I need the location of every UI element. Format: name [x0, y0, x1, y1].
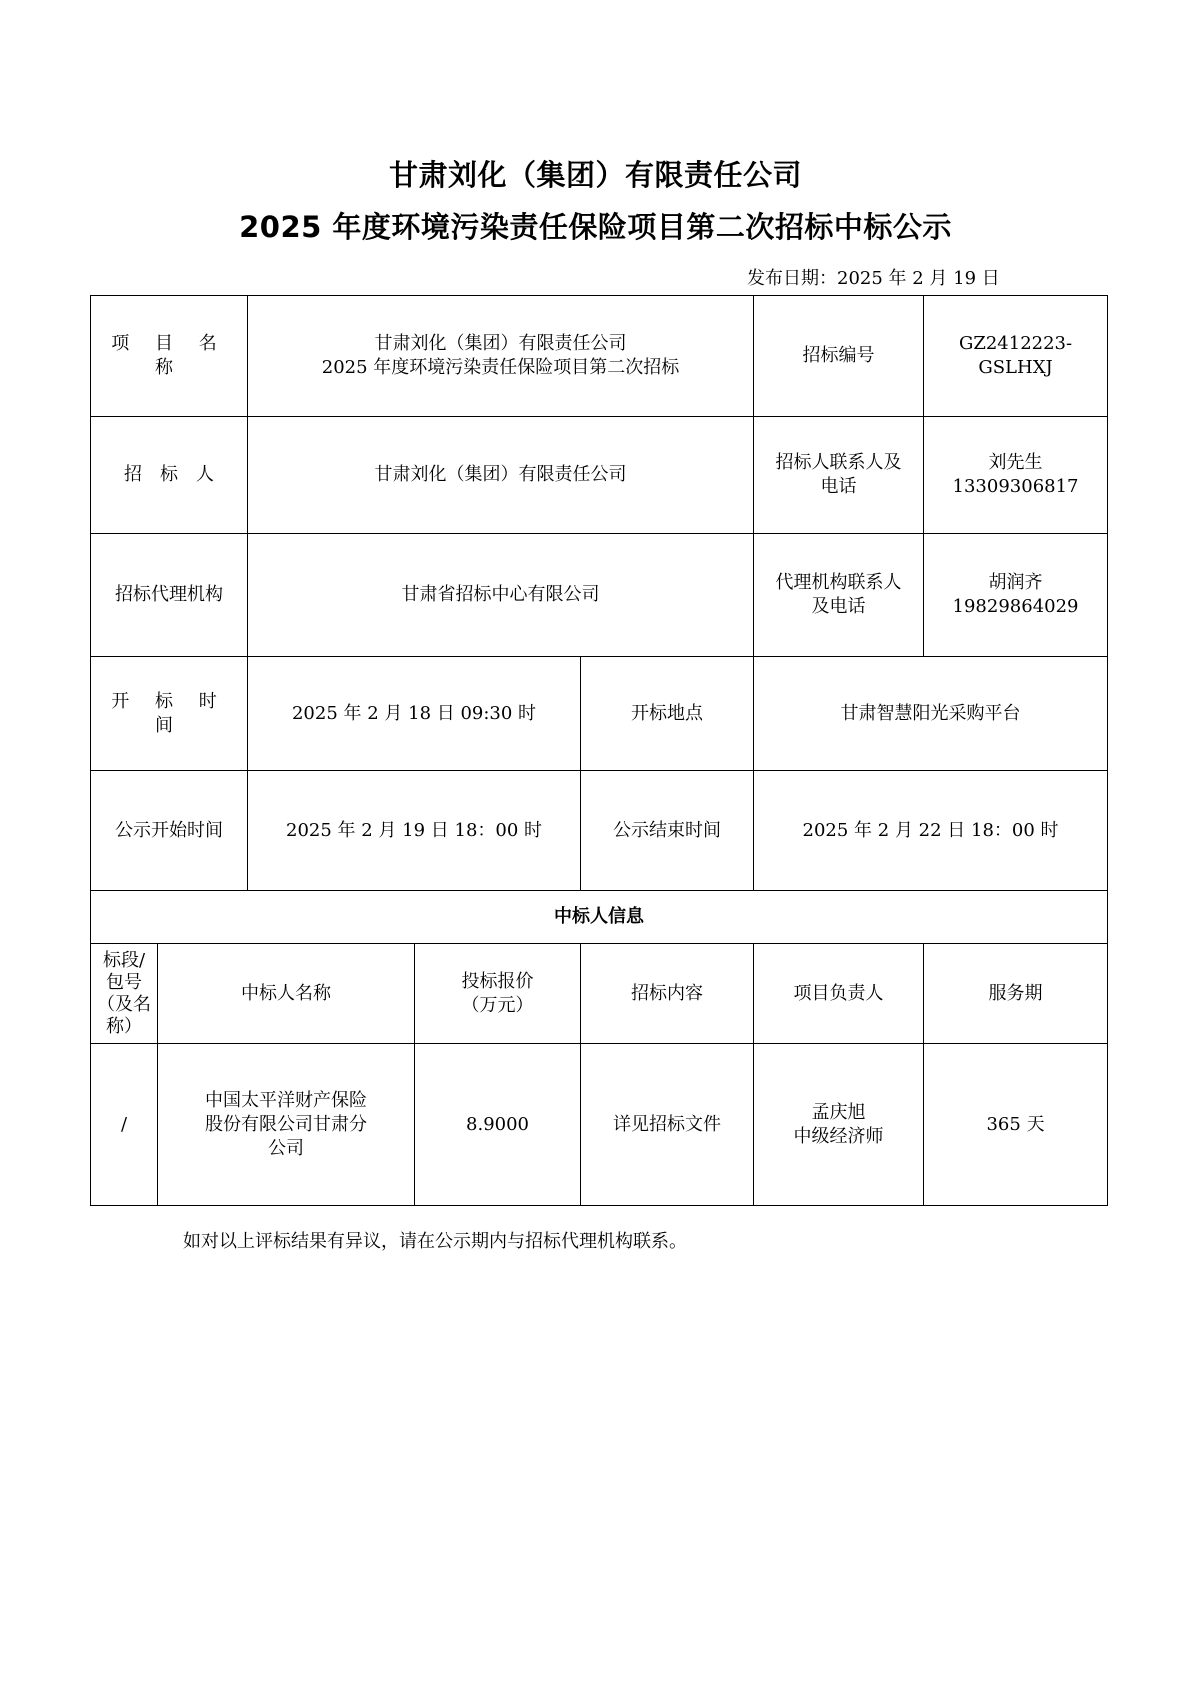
row-winner-headers: [91, 944, 1108, 1044]
bid-result-table: [90, 295, 1108, 1206]
winner-price: 8.9000: [415, 1044, 581, 1206]
row-winner-section: [91, 891, 1108, 944]
header-bid-price: 投标报价 （万元）: [415, 944, 581, 1044]
row-tenderer: [91, 417, 1108, 534]
publish-date: 发布日期：2025 年 2 月 19 日: [747, 268, 1000, 289]
open-place-value: 甘肃智慧阳光采购平台: [754, 657, 1108, 771]
agency-label: 招标代理机构: [91, 534, 248, 657]
header-project-manager: 项目负责人: [754, 944, 924, 1044]
notice-start-value: 2025 年 2 月 19 日 18：00 时: [248, 771, 581, 891]
project-name-label: 项 目 名 称: [91, 296, 248, 417]
agency-value: 甘肃省招标中心有限公司: [248, 534, 754, 657]
header-service-period: 服务期: [924, 944, 1108, 1044]
row-project-name: [91, 296, 1108, 417]
winner-manager: 孟庆旭 中级经济师: [754, 1044, 924, 1206]
header-winner-name: 中标人名称: [158, 944, 415, 1044]
agency-contact-label: 代理机构联系人 及电话: [754, 534, 924, 657]
document-title-line1: 甘肃刘化（集团）有限责任公司: [388, 158, 802, 192]
agency-contact-value: 胡润齐 19829864029: [924, 534, 1108, 657]
row-winner: [91, 1044, 1108, 1206]
notice-end-label: 公示结束时间: [581, 771, 754, 891]
row-notice-period: [91, 771, 1108, 891]
winner-section-title: 中标人信息: [91, 891, 1108, 944]
project-name-value: 甘肃刘化（集团）有限责任公司 2025 年度环境污染责任保险项目第二次招标: [248, 296, 754, 417]
bid-number-label: 招标编号: [754, 296, 924, 417]
open-time-value: 2025 年 2 月 18 日 09:30 时: [248, 657, 581, 771]
winner-content: 详见招标文件: [581, 1044, 754, 1206]
notice-start-label: 公示开始时间: [91, 771, 248, 891]
header-lot: 标段/ 包号 （及名 称）: [91, 944, 158, 1044]
bid-number-value: GZ2412223-GSLHXJ: [924, 296, 1108, 417]
open-time-label: 开 标 时 间: [91, 657, 248, 771]
tenderer-value: 甘肃刘化（集团）有限责任公司: [248, 417, 754, 534]
tenderer-label: 招 标 人: [91, 417, 248, 534]
footer-note: 如对以上评标结果有异议，请在公示期内与招标代理机构联系。: [183, 1231, 687, 1252]
document-title-line2: 2025 年度环境污染责任保险项目第二次招标中标公示: [239, 210, 952, 244]
open-place-label: 开标地点: [581, 657, 754, 771]
tenderer-contact-label: 招标人联系人及 电话: [754, 417, 924, 534]
winner-lot: /: [91, 1044, 158, 1206]
winner-service-period: 365 天: [924, 1044, 1108, 1206]
row-opening: [91, 657, 1108, 771]
header-bid-content: 招标内容: [581, 944, 754, 1044]
row-agency: [91, 534, 1108, 657]
winner-name: 中国太平洋财产保险 股份有限公司甘肃分 公司: [158, 1044, 415, 1206]
notice-end-value: 2025 年 2 月 22 日 18：00 时: [754, 771, 1108, 891]
tenderer-contact-value: 刘先生 13309306817: [924, 417, 1108, 534]
